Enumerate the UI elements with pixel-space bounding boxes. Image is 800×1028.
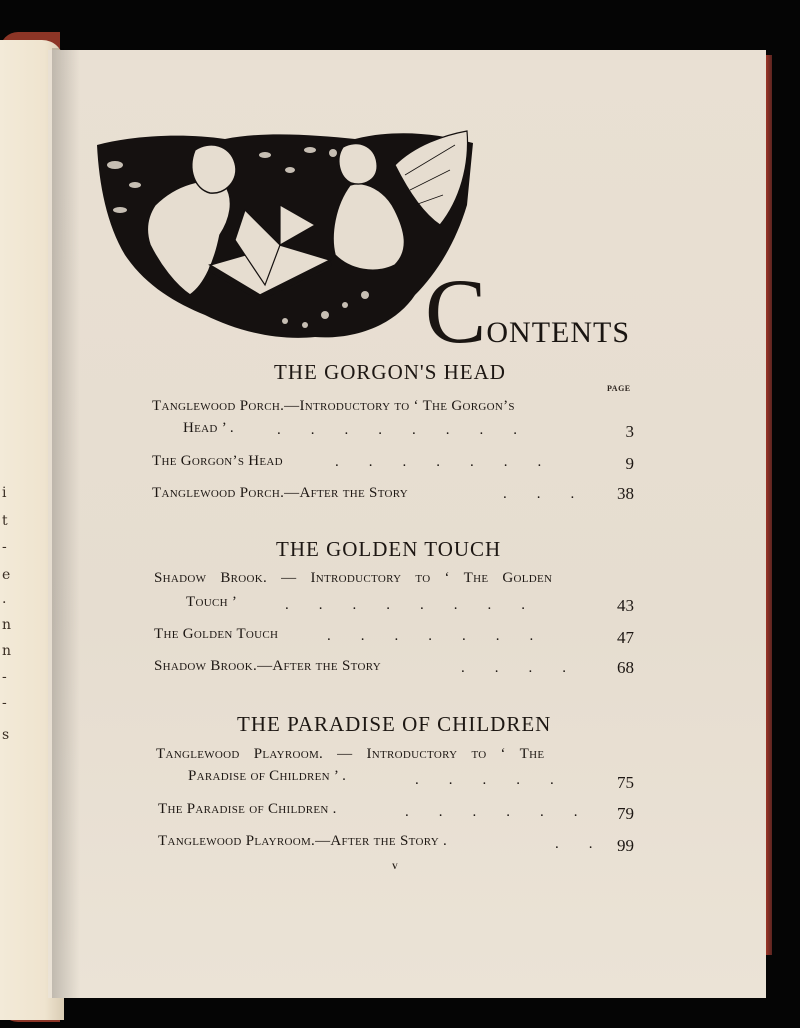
leader-dots: . . . . . . . [320, 454, 542, 470]
toc-entry-line[interactable]: Shadow Brook. — Introductory to ‘ The Golden [154, 570, 553, 586]
page-column-label: PAGE [607, 384, 631, 393]
fairy-and-faun-reading-book-illustration [95, 125, 480, 345]
section-title: THE GORGON'S HEAD [274, 360, 506, 384]
section-title: THE PARADISE OF CHILDREN [237, 712, 552, 736]
left-page-text-fragment: n [2, 643, 12, 659]
leader-dots: . . [540, 836, 593, 852]
page-number[interactable]: 9 [625, 454, 634, 473]
title-rest: ONTENTS [486, 316, 631, 349]
leader-dots: . . . . . . . . [262, 422, 517, 438]
left-page-text-fragment: - [2, 669, 7, 685]
leader-dots: . . . . . . . [312, 628, 534, 644]
page-number[interactable]: 99 [617, 836, 634, 855]
left-page-text-fragment: e [2, 567, 11, 583]
toc-entry-line[interactable]: The Golden Touch [154, 626, 279, 642]
page-number[interactable]: 38 [617, 484, 634, 503]
leader-dots: . . . [488, 486, 575, 502]
section-title: THE GOLDEN TOUCH [276, 537, 502, 561]
toc-entry-line[interactable]: Touch ’ [186, 594, 238, 610]
spine-shadow [52, 48, 80, 998]
toc-entry-line[interactable]: Shadow Brook.—After the Story [154, 658, 381, 674]
page-number[interactable]: 75 [617, 773, 634, 792]
page-number[interactable]: 43 [617, 596, 634, 615]
toc-entry-line[interactable]: Head ’ . [183, 420, 234, 436]
toc-entry-line[interactable]: The Paradise of Children . [158, 801, 337, 817]
page-title [425, 260, 631, 362]
page-number[interactable]: 68 [617, 658, 634, 677]
left-page-text-fragment: t [2, 513, 8, 529]
title-initial: C [425, 260, 487, 362]
leader-dots: . . . . . . [390, 804, 578, 820]
page-number[interactable]: 79 [617, 804, 634, 823]
leader-dots: . . . . . [400, 772, 554, 788]
toc-entry-line[interactable]: Tanglewood Playroom.—After the Story . [158, 833, 448, 849]
toc-entry-line[interactable]: Tanglewood Porch.—Introductory to ‘ The Gorgon’s [152, 398, 515, 414]
leader-dots: . . . . [446, 660, 566, 676]
left-page-text-fragment: i [2, 485, 7, 501]
left-page-text-fragment: n [2, 617, 12, 633]
page-folio: v [392, 858, 398, 872]
left-page-text-fragment: . [2, 591, 7, 607]
leader-dots: . . . . . . . . [270, 597, 525, 613]
page-number[interactable]: 47 [617, 628, 634, 647]
toc-entry-line[interactable]: The Gorgon’s Head [152, 453, 283, 469]
toc-entry-line[interactable]: Paradise of Children ’ . [188, 768, 347, 784]
left-page-text-fragment: - [2, 695, 7, 711]
toc-entry-line[interactable]: Tanglewood Playroom. — Introductory to ‘ The [156, 746, 545, 762]
toc-entry-line[interactable]: Tanglewood Porch.—After the Story [152, 485, 409, 501]
left-page-text-fragment: - [2, 539, 7, 555]
page-number[interactable]: 3 [625, 422, 634, 441]
left-page-text-fragment: s [2, 727, 10, 743]
